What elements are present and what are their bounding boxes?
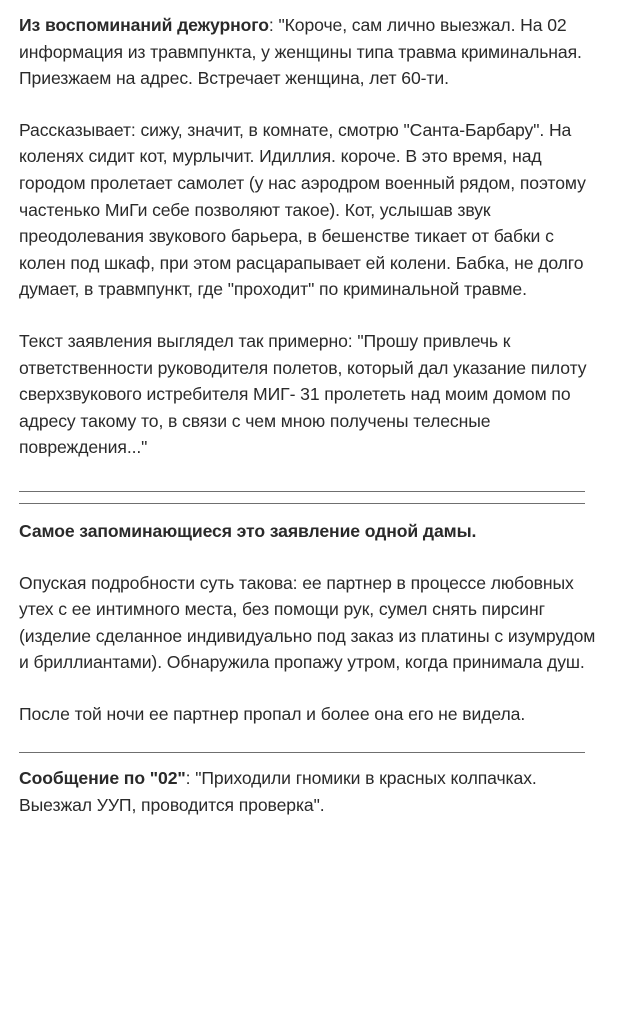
story1-paragraph-2: Рассказывает: сижу, значит, в комнате, смотрю "Санта-Барбару". На коленях сидит кот, мурлычит. Идиллия. короче. В это время, над городом пролетает самолет (у нас аэродром военный рядом, поэтому частенько МиГи себе позволяют такое). Кот, услышав звук преодолевания звукового барьера, в бешенстве тикает от бабки с колен под шкаф, при этом расцарапывает ей колени. Бабка, не долго думает, в травмпункт, где "проходит" по криминальной травме. (19, 119, 586, 300)
story3-paragraph-1 (19, 765, 598, 818)
story2-heading-text: Самое запоминающиеся это заявление одной дамы. (19, 520, 477, 541)
story1-lead-text: : "Короче, сам лично выезжал. На 02 информация из травмпункта, у женщины типа травма криминальная. Приезжаем на адрес. Встречает женщина, лет 60-ти. (19, 15, 582, 89)
story2-paragraph-1: Опуская подробности суть такова: ее партнер в процессе любовных утех с ее интимного места, без помощи рук, сумел снять пирсинг (изделие сделанное индивидуально под заказ из платины с изумрудом и бриллиантами). Обнаружила пропажу утром, когда принимала душ. (19, 572, 596, 673)
story2-heading (19, 518, 598, 545)
story2-paragraph-2: После той ночи ее партнер пропал и более она его не видела. (19, 703, 526, 724)
story1-paragraph-3: Текст заявления выглядел так примерно: "Прошу привлечь к ответственности руководителя полетов, который дал указание пилоту сверхзвукового истребителя МИГ- 31 пролететь над моим домом по адресу такому то, в связи с чем мною получены телесные повреждения..." (19, 330, 587, 458)
story3-lead-text: : "Приходили гномики в красных колпачках. Выезжал УУП, проводится проверка". (19, 768, 537, 816)
story3-lead-bold: Сообщение по "02" (19, 768, 186, 789)
story1-paragraph-1 (19, 12, 598, 92)
story1-lead-bold: Из воспоминаний дежурного (19, 15, 269, 35)
